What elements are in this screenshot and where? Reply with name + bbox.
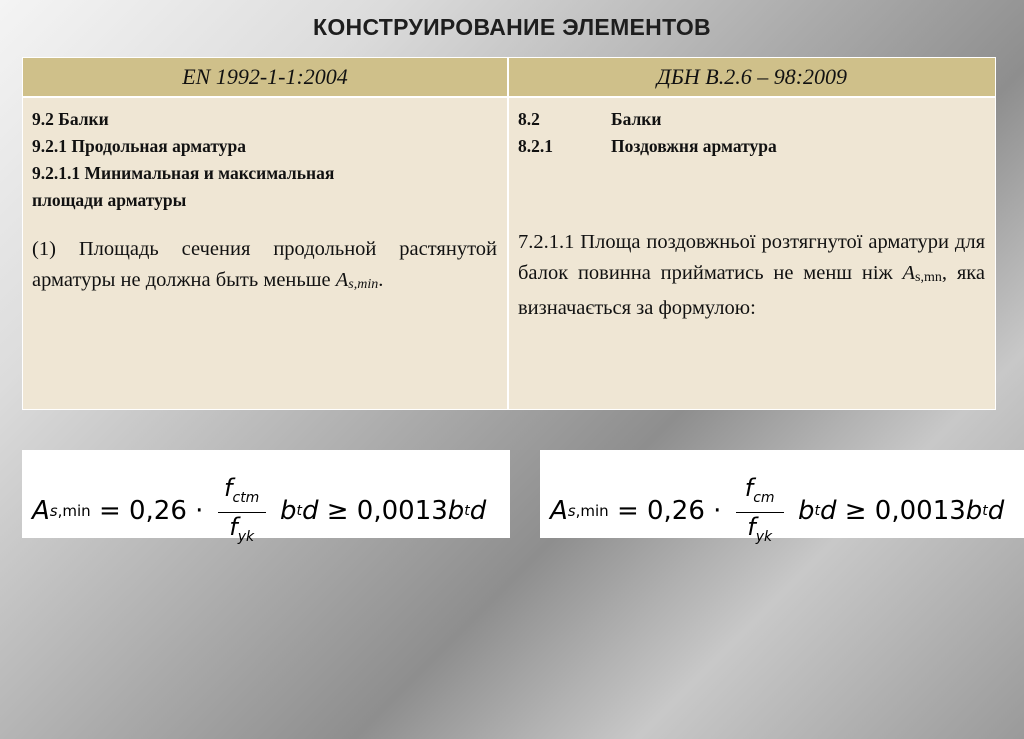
cell-en <box>23 98 509 409</box>
formula-dbn-expression: A s,min = 0,26 · $\frac{f_{cm}}{f_{yk}}$ b t d ≥ 0,0013 b t d <box>550 472 1004 549</box>
heading-min-max-area-line1: 9.2.1.1 Минимальная и максимальная <box>32 163 335 183</box>
fraction-dbn: $\frac{f_{cm}}{f_{yk}}$ <box>736 474 784 551</box>
formula-en <box>22 450 510 545</box>
header-dbn: ДБН В.2.6 – 98:2009 <box>509 58 995 98</box>
comparison-table <box>22 57 996 410</box>
heading-long-reinforcement: 9.2.1 Продольная арматура <box>32 136 246 156</box>
paragraph-en <box>32 234 497 300</box>
fraction-en: $\frac{f_{ctm}}{f_{yk}}$ <box>218 474 266 551</box>
cell-dbn <box>509 98 995 409</box>
paragraph-dbn-end: , яка визначається за формулою: <box>518 261 985 319</box>
symbol-as-dbn: A <box>902 261 916 284</box>
heading-min-max-area-line2: площади арматуры <box>32 190 187 210</box>
paragraph-dbn-text: 7.2.1.1 Площа поздовжньої розтягнутої арматури для балок повинна прийматись не менш ніж <box>518 231 985 284</box>
slide-title: КОНСТРУИРОВАНИЕ ЭЛЕМЕНТОВ <box>313 14 711 40</box>
paragraph-en-text: (1) Площадь сечения продольной растянутой арматуры не должна быть меньше <box>32 238 497 291</box>
heading-beams: 9.2 Балки <box>32 109 109 129</box>
symbol-as: A <box>335 268 349 291</box>
formula-en-expression: A s,min = 0,26 · $\frac{f_{ctm}}{f_{yk}}$ b t d ≥ 0,0013 b t d <box>32 472 486 549</box>
formula-dbn <box>540 450 1024 545</box>
symbol-as-subscript: s,min <box>348 276 379 292</box>
heading-long-reinforcement-dbn: 8.2.1 Поздовжня арматура <box>518 136 777 156</box>
header-en: EN 1992-1-1:2004 <box>23 58 509 98</box>
heading-beams-dbn: 8.2 Балки <box>518 109 662 129</box>
paragraph-dbn <box>518 227 985 324</box>
symbol-as-dbn-subscript: s,mn <box>915 269 942 285</box>
paragraph-en-end: . <box>378 268 384 291</box>
